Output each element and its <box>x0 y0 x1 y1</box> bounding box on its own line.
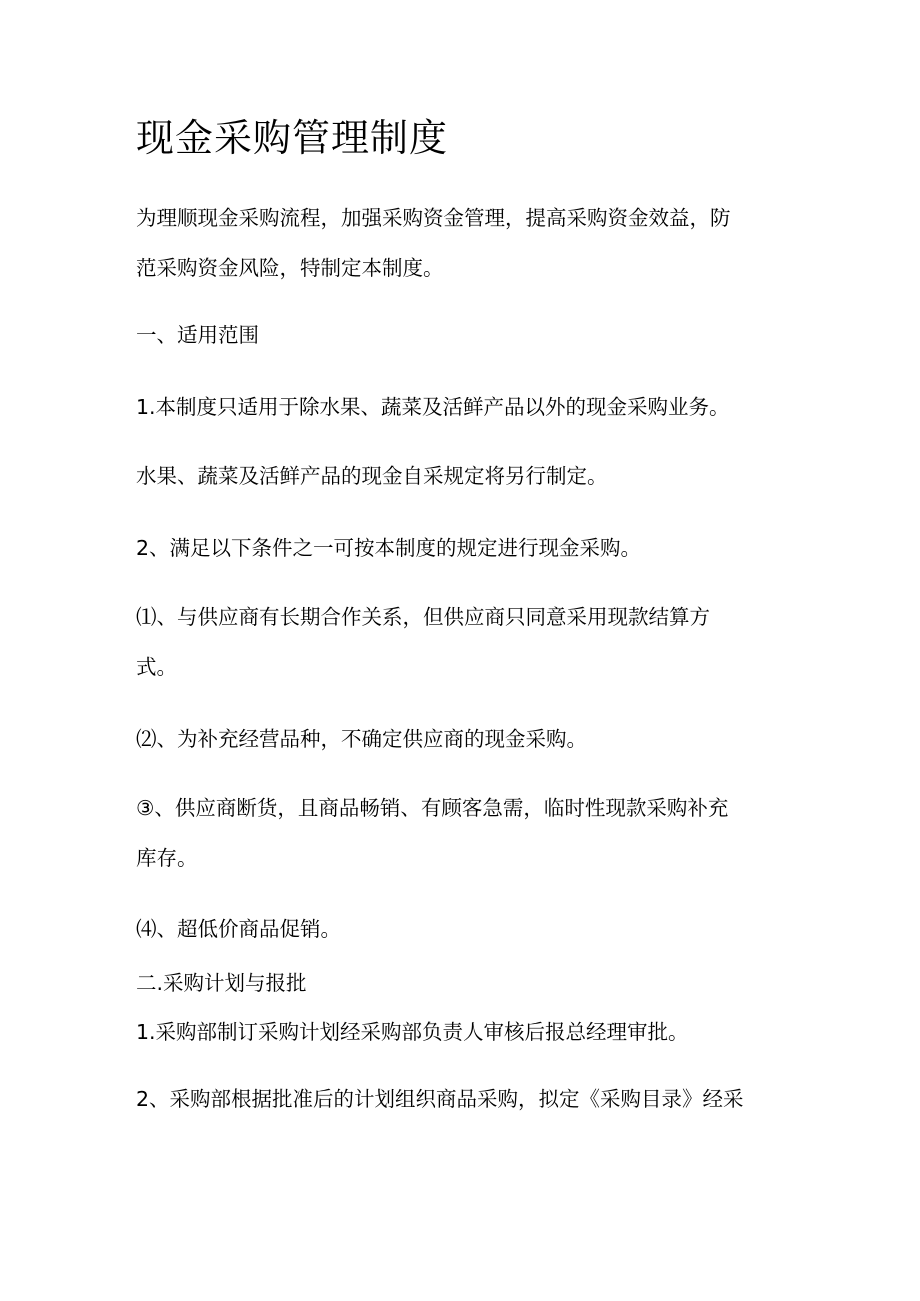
intro-paragraph-line-1: 为理顺现金采购流程，加强采购资金管理，提高采购资金效益，防 <box>136 206 731 230</box>
intro-paragraph-line-2: 范采购资金风险，特制定本制度。 <box>136 256 444 280</box>
document-title: 现金采购管理制度 <box>136 116 449 160</box>
clause-1-line-1: 1.本制度只适用于除水果、蔬菜及活鲜产品以外的现金采购业务。 <box>136 395 730 419</box>
clause-2: 2、满足以下条件之一可按本制度的规定进行现金采购。 <box>136 536 642 560</box>
condition-3-line-1: ③、供应商断货，且商品畅销、有顾客急需，临时性现款采购补充 <box>136 796 729 820</box>
condition-3-line-2: 库存。 <box>136 846 198 870</box>
clause-1-line-2: 水果、蔬菜及活鲜产品的现金自采规定将另行制定。 <box>136 464 608 488</box>
condition-1-line-1: ⑴、与供应商有长期合作关系，但供应商只同意采用现款结算方 <box>136 605 710 629</box>
section-heading-scope: 一、适用范围 <box>136 323 259 347</box>
condition-2: ⑵、为补充经营品种，不确定供应商的现金采购。 <box>136 727 587 751</box>
section-heading-plan-approval: 二.采购计划与报批 <box>136 971 307 995</box>
plan-clause-2-line-1: 2、采购部根据批准后的计划组织商品采购，拟定《采购目录》经采 <box>136 1087 744 1111</box>
plan-clause-1: 1.采购部制订采购计划经采购部负责人审核后报总经理审批。 <box>136 1020 689 1044</box>
condition-4: ⑷、超低价商品促销。 <box>136 917 341 941</box>
condition-1-line-2: 式。 <box>136 655 177 679</box>
